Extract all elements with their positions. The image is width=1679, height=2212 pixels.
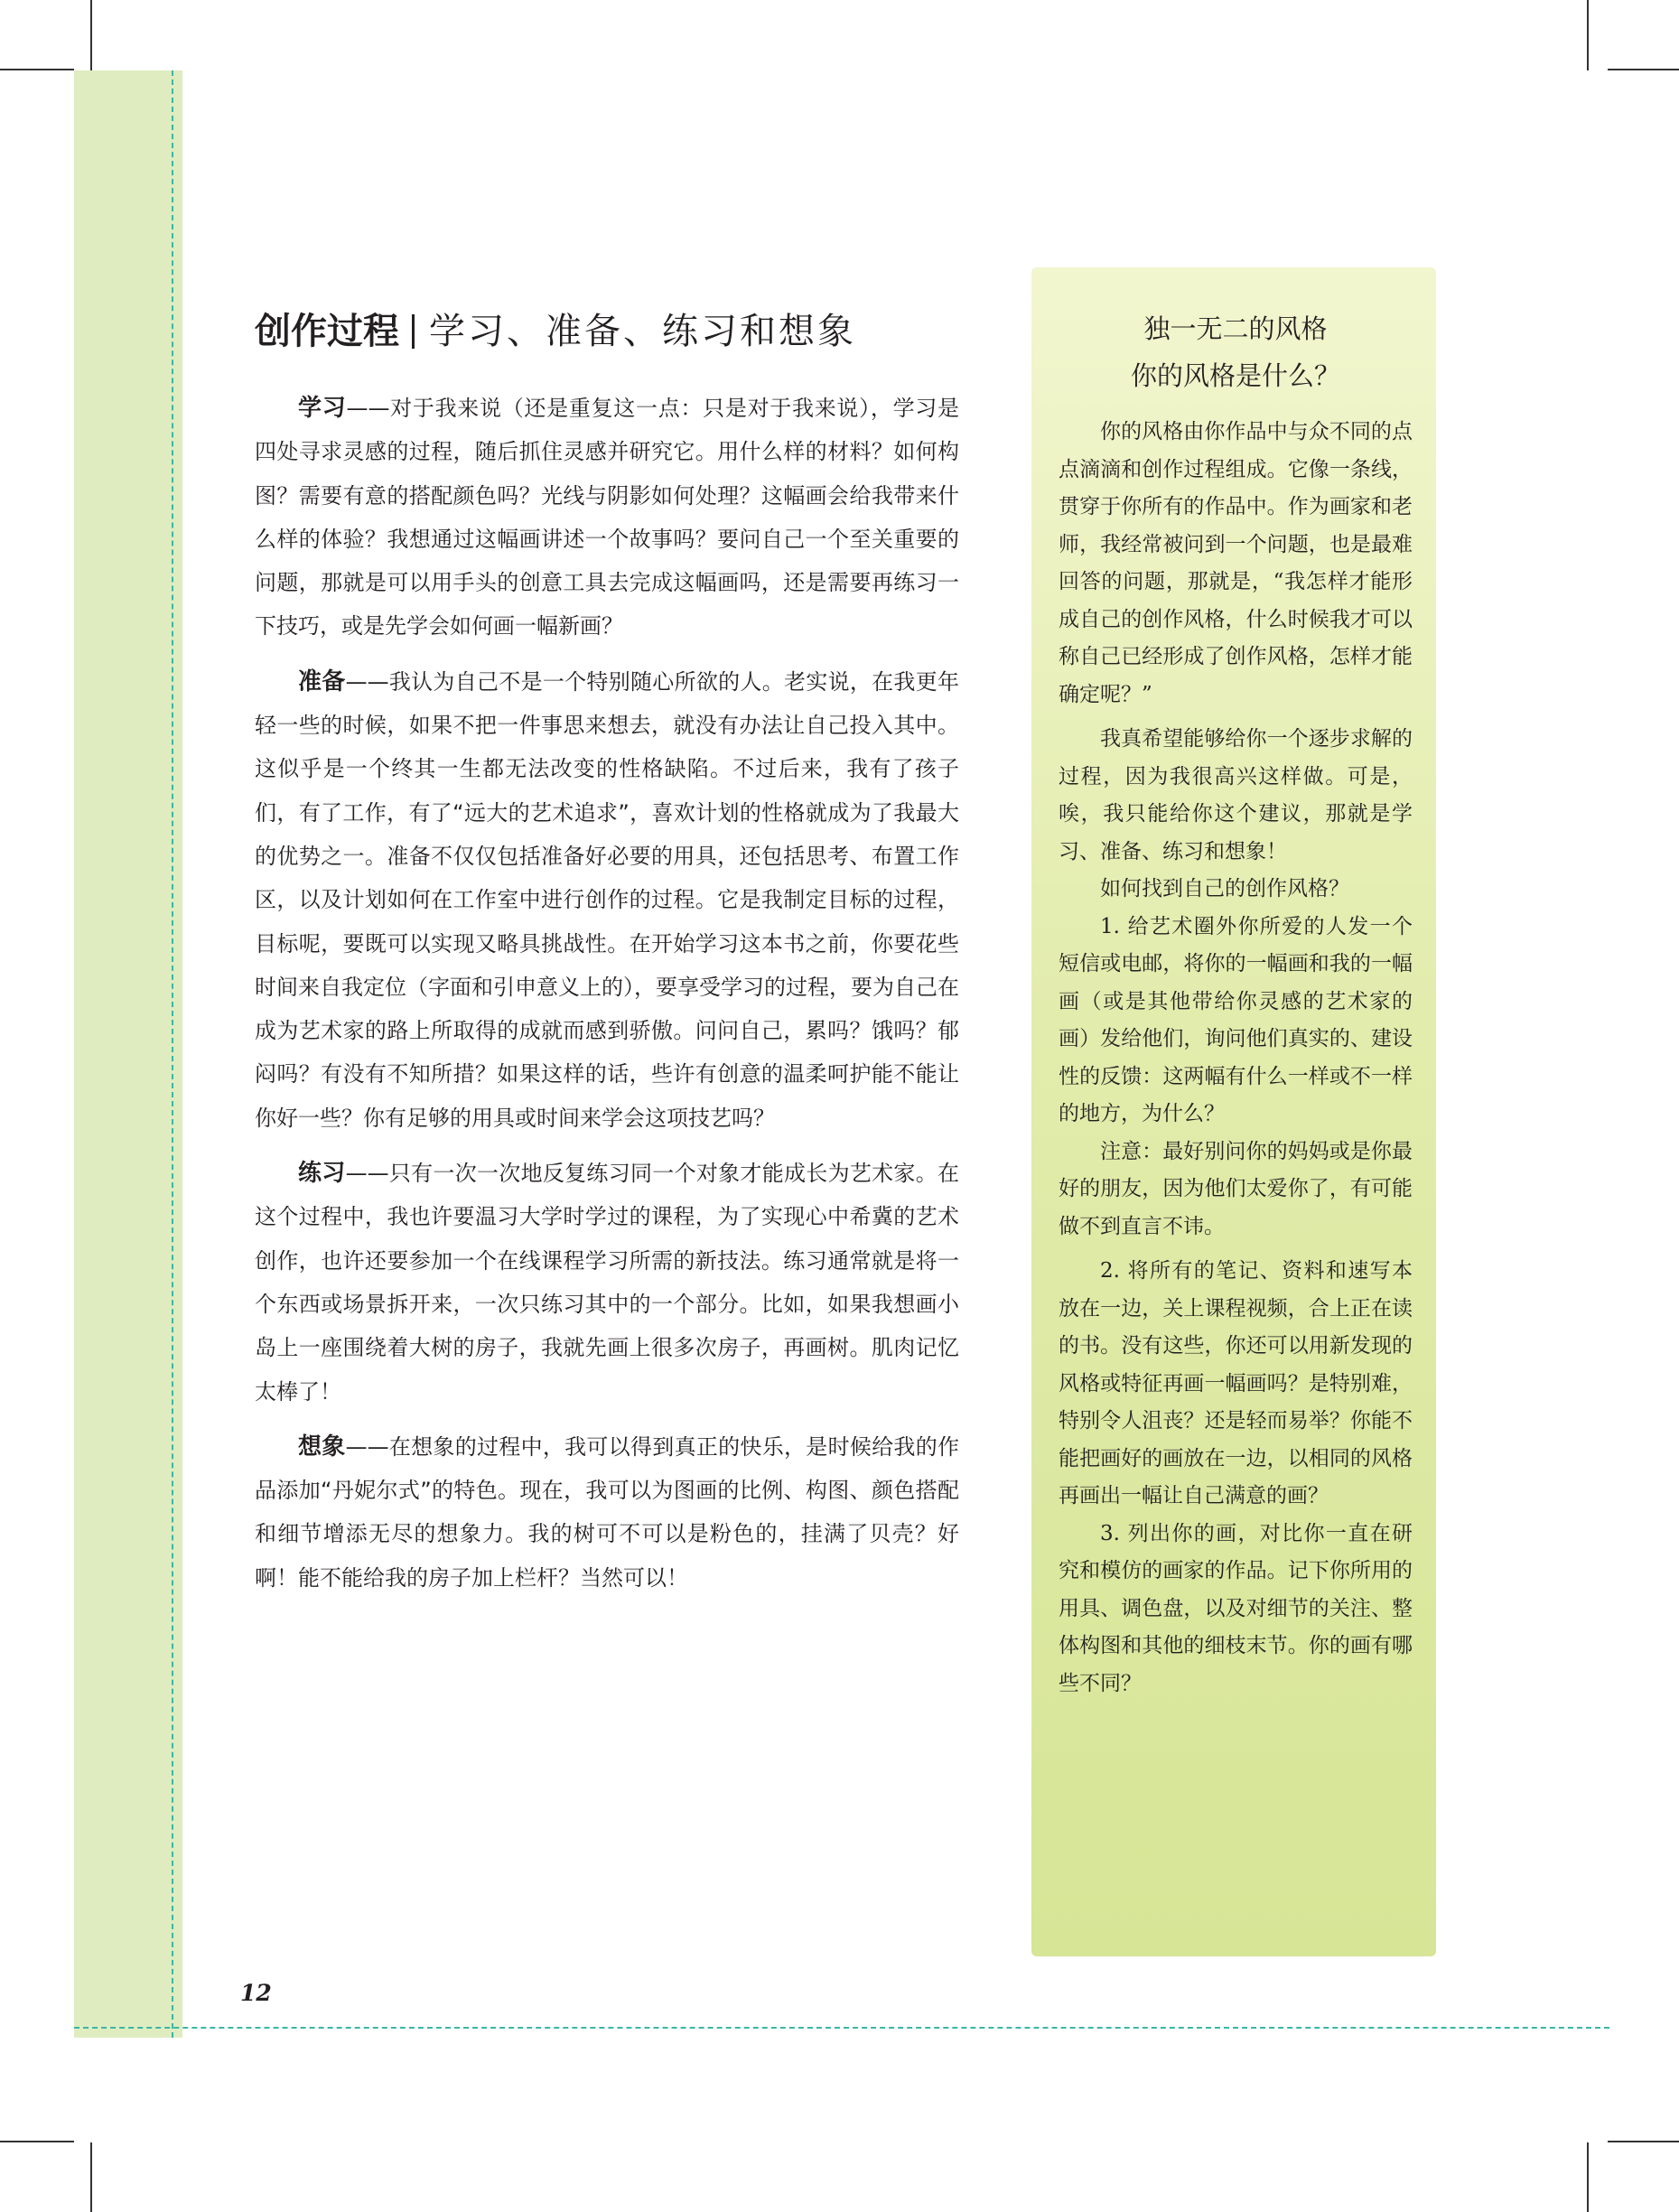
sidebar-body xyxy=(1059,414,1413,1703)
section-term: 练习 xyxy=(298,1160,346,1188)
crop-mark-bottom-right-h xyxy=(1608,2141,1679,2142)
section-text: ——对于我来说（还是重复这一点：只是对于我来说），学习是四处寻求灵感的过程，随后抓住灵感并研究它。用什么样的材料？如何构图？需要有意的搭配颜色吗？光线与阴影如何处理？这幅画会给我带来什么样的体验？我想通过这幅画讲述一个故事吗？要问自己一个至关重要的问题，那就是可以用手头的创意工具去完成这幅画吗，还是需要再练习一下技巧，或是先学会如何画一幅新画？ xyxy=(255,396,959,639)
main-column xyxy=(255,300,959,1611)
sidebar-content xyxy=(1059,305,1413,1703)
section-term: 准备 xyxy=(298,667,346,695)
crop-mark-top-left-v xyxy=(90,0,92,70)
crop-mark-bottom-left-h xyxy=(0,2141,74,2142)
sidebar-paragraph: 你的风格由你作品中与众不同的点点滴滴和创作过程组成。它像一条线，贯穿于你所有的作品中。作为画家和老师，我经常被问到一个问题，也是最难回答的问题，那就是，“我怎样才能形成自己的创作风格，什么时候我才可以称自己已经形成了创作风格，怎样才能确定呢？” xyxy=(1059,420,1413,706)
section-practice xyxy=(255,1152,959,1414)
section-text: ——在想象的过程中，我可以得到真正的快乐，是时候给我的作品添加“丹妮尔式”的特色。现在，我可以为图画的比例、构图、颜色搭配和细节增添无尽的想象力。我的树可不可以是粉色的，挂满了贝壳？好啊！能不能给我的房子加上栏杆？当然可以！ xyxy=(255,1433,959,1591)
section-study xyxy=(255,387,959,649)
heading-main: 创作过程 xyxy=(255,311,399,352)
sidebar-tip-2: 2. 将所有的笔记、资料和速写本放在一边，关上课程视频，合上正在读的书。没有这些，你还可以用新发现的风格或特征再画一幅画吗？是特别难，特别令人沮丧？还是轻而易举？你能不能把画好的画放在一边，以相同的风格再画出一幅让自己满意的画？ xyxy=(1059,1259,1413,1507)
horizontal-dashed-rule xyxy=(74,2027,1609,2029)
sidebar-subtitle: 你的风格是什么？ xyxy=(1130,360,1340,391)
crop-mark-bottom-left-v xyxy=(90,2142,92,2212)
sidebar-note: 注意：最好别问你的妈妈或是你最好的朋友，因为他们太爱你了，有可能做不到直言不讳。 xyxy=(1059,1139,1413,1238)
section-term: 想象 xyxy=(298,1433,346,1461)
sidebar-paragraph: 我真希望能够给你一个逐步求解的过程，因为我很高兴这样做。可是，唉，我只能给你这个建议，那就是学习、准备、练习和想象！ xyxy=(1059,727,1413,863)
section-term: 学习 xyxy=(298,395,347,422)
style-sidebar xyxy=(1031,267,1436,1956)
heading-subtitle: 学习、准备、练习和想象 xyxy=(429,311,856,352)
section-text: ——我认为自己不是一个特别随心所欲的人。老实说，在我更年轻一些的时候，如果不把一件事思来想去，就没有办法让自己投入其中。这似乎是一个终其一生都无法改变的性格缺陷。不过后来，我有了孩子们，有了工作，有了“远大的艺术追求”，喜欢计划的性格就成为了我最大的优势之一。准备不仅仅包括准备好必要的用具，还包括思考、布置工作区，以及计划如何在工作室中进行创作的过程。它是我制定目标的过程，目标呢，要既可以实现又略具挑战性。在开始学习这本书之前，你要花些时间来自我定位（字面和引申意义上的），要享受学习的过程，要为自己在成为艺术家的路上所取得的成就而感到骄傲。问问自己，累吗？饿吗？郁闷吗？有没有不知所措？如果这样的话，些许有创意的温柔呵护能不能让你好一些？你有足够的用具或时间来学会这项技艺吗？ xyxy=(255,668,959,1131)
crop-mark-top-left-h xyxy=(0,69,74,70)
crop-mark-top-right-v xyxy=(1587,0,1589,70)
page-number: 12 xyxy=(240,1980,272,2006)
section-prepare xyxy=(255,660,959,1140)
sidebar-question: 如何找到自己的创作风格？ xyxy=(1100,877,1349,901)
page-heading xyxy=(255,300,959,363)
vertical-dashed-rule xyxy=(172,70,173,2038)
crop-mark-top-right-h xyxy=(1608,69,1679,70)
section-imagine xyxy=(255,1425,959,1600)
heading-divider xyxy=(412,314,415,349)
left-decorative-strip xyxy=(74,70,182,2038)
section-text: ——只有一次一次地反复练习同一个对象才能成长为艺术家。在这个过程中，我也许要温习大学时学过的课程，为了实现心中希冀的艺术创作，也许还要参加一个在线课程学习所需的新技法。练习通常就是将一个东西或场景拆开来，一次只练习其中的一个部分。比如，如果我想画小岛上一座围绕着大树的房子，我就先画上很多次房子，再画树。肌肉记忆太棒了！ xyxy=(255,1161,959,1405)
sidebar-tip-1: 1. 给艺术圈外你所爱的人发一个短信或电邮，将你的一幅画和我的一幅画（或是其他带给你灵感的艺术家的画）发给他们，询问他们真实的、建设性的反馈：这两幅有什么一样或不一样的地方，为什么？ xyxy=(1059,914,1413,1125)
sidebar-title: 独一无二的风格 xyxy=(1143,313,1328,344)
sidebar-tip-3: 3. 列出你的画，对比你一直在研究和模仿的画家的作品。记下你所用的用具、调色盘，以及对细节的关注、整体构图和其他的细枝末节。你的画有哪些不同？ xyxy=(1059,1521,1413,1695)
crop-mark-bottom-right-v xyxy=(1587,2142,1589,2212)
